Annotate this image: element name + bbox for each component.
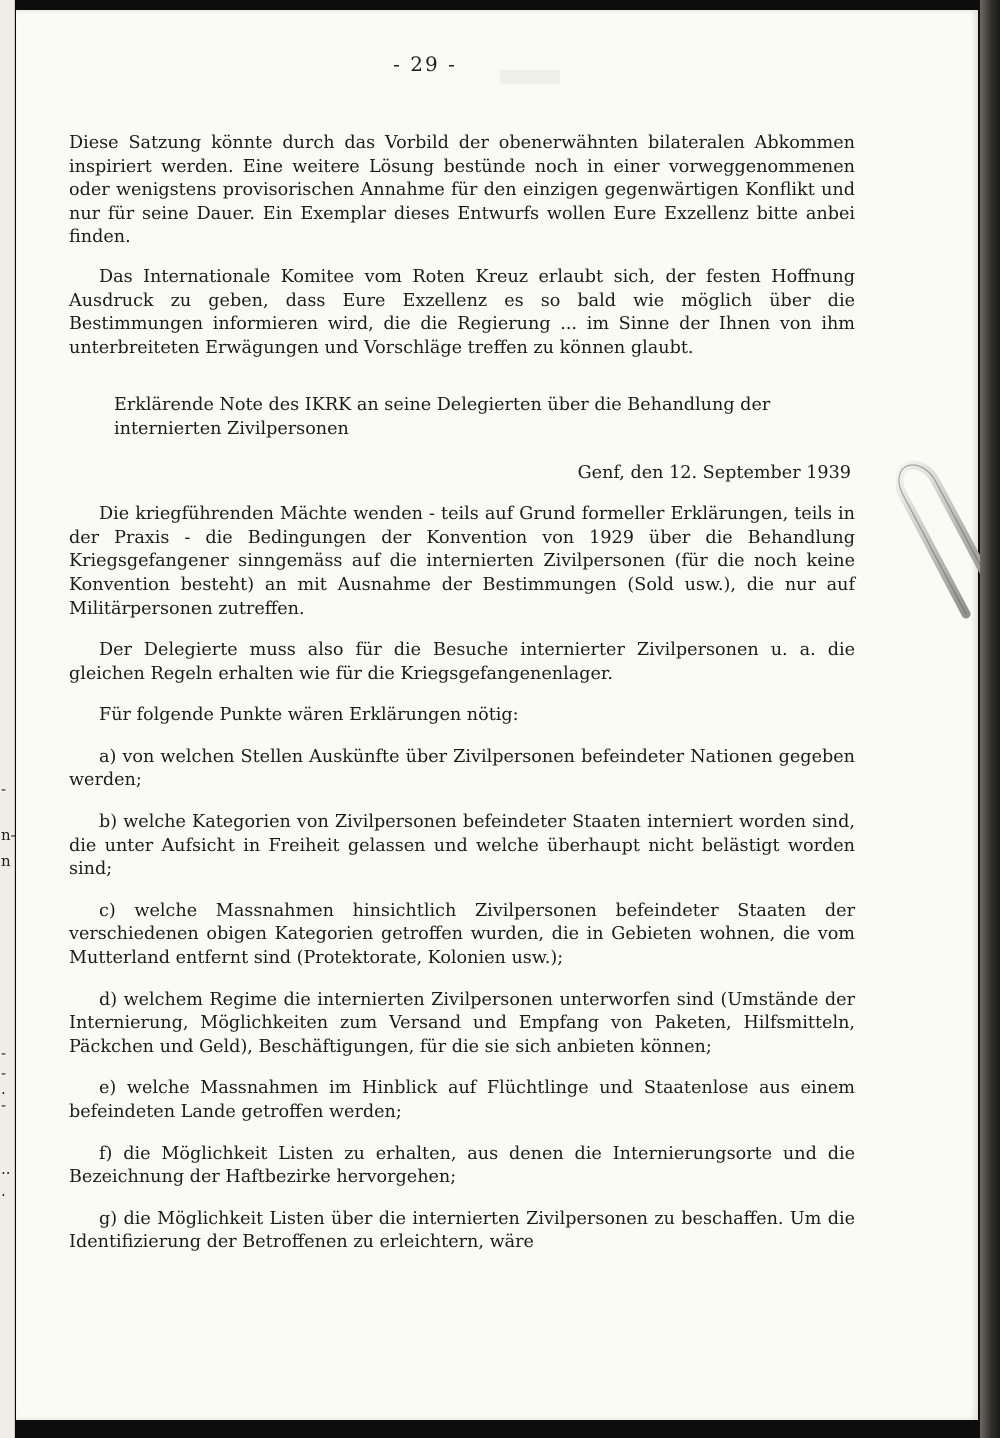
list-item: e) welche Massnahmen im Hinblick auf Flüchtlinge und Staatenlose aus einem befeindeten Lande getroffen werden;: [69, 1078, 855, 1122]
edge-mark: ..: [1, 1160, 11, 1178]
paragraph: Der Delegierte muss also für die Besuche internierter Zivilpersonen u. a. die gleichen Regeln erhalten wie für die Kriegsgefangenenlager.: [69, 640, 855, 684]
page-number: - 29 -: [393, 52, 457, 76]
document-body: [69, 132, 855, 1255]
edge-mark: -: [1, 1064, 7, 1082]
list-item: f) die Möglichkeit Listen zu erhalten, aus denen die Internierungsorte und die Bezeichnung der Haftbezirke hervorgehen;: [69, 1143, 855, 1188]
paragraph: Das Internationale Komitee vom Roten Kreuz erlaubt sich, der festen Hoffnung Ausdruck zu geben, dass Eure Exzellenz es so bald wie möglich über die Bestimmungen informieren wird, die die Regierung ... im Sinne der Ihnen von ihm unterbreiteten Erwägungen und Vorschläge treffen zu können glaubt.: [69, 266, 855, 358]
paragraph: Diese Satzung könnte durch das Vorbild der obenerwähnten bilateralen Abkommen inspiriert werden. Eine weitere Lösung bestünde noch in einer vorweggenommenen oder wenigstens provisorischen Annahme für den einzigen gegenwärtigen Konflikt und nur für seine Dauer. Ein Exemplar dieses Entwurfs wollen Eure Exzellenz bitte anbei finden.: [69, 133, 855, 248]
previous-page-edge: [0, 0, 15, 1438]
edge-mark: -: [1, 780, 7, 798]
list-item: a) von welchen Stellen Auskünfte über Zivilpersonen befeindeter Nationen gegeben werden;: [69, 746, 855, 791]
list-item: d) welchem Regime die internierten Zivilpersonen unterworfen sind (Umstände der Internierung, Möglichkeiten zum Versand und Empfang von Paketen, Hilfsmitteln, Päckchen und Geld), Beschäftigungen, für die sie sich anbieten können;: [69, 989, 855, 1057]
paragraph: Die kriegführenden Mächte wenden - teils auf Grund formeller Erklärungen, teils in der Praxis - die Bedingungen der Konvention von 1929 über die Behandlung Kriegsgefangener sinngemäss auf die internierten Zivilpersonen (für die noch keine Konvention besteht) an mit Ausnahme der Bestimmungen (Sold usw.), die nur auf Militärpersonen zutreffen.: [69, 504, 855, 619]
edge-mark: -: [1, 1044, 7, 1062]
book-binding-shadow: [980, 0, 1000, 1438]
list-item: c) welche Massnahmen hinsichtlich Zivilpersonen befeindeter Staaten der verschiedenen obigen Kategorien getroffen wurden, die in Gebieten wohnen, die vom Mutterland entfernt sind (Protektorate, Kolonien usw.);: [69, 900, 855, 969]
edge-mark: n-: [1, 826, 16, 844]
edge-mark: .: [1, 1182, 6, 1200]
list-item: b) welche Kategorien von Zivilpersonen befeindeter Staaten interniert worden sind, die unter Aufsicht in Freiheit gelassen und welche überhaupt nicht belästigt worden sind;: [69, 812, 855, 880]
edge-mark: -: [1, 1096, 7, 1114]
section-heading: Erklärende Note des IKRK an seine Delegierten über die Behandlung der internierten Zivilpersonen: [114, 395, 771, 439]
edge-mark: n: [1, 852, 11, 870]
paragraph: Für folgende Punkte wären Erklärungen nötig:: [99, 705, 519, 726]
edge-mark: .: [1, 1080, 6, 1098]
bleed-through: [500, 70, 560, 84]
list-item: g) die Möglichkeit Listen über die internierten Zivilpersonen zu beschaffen. Um die Identifizierung der Betroffenen zu erleichtern, wäre: [69, 1208, 855, 1253]
dateline: Genf, den 12. September 1939: [577, 462, 851, 483]
